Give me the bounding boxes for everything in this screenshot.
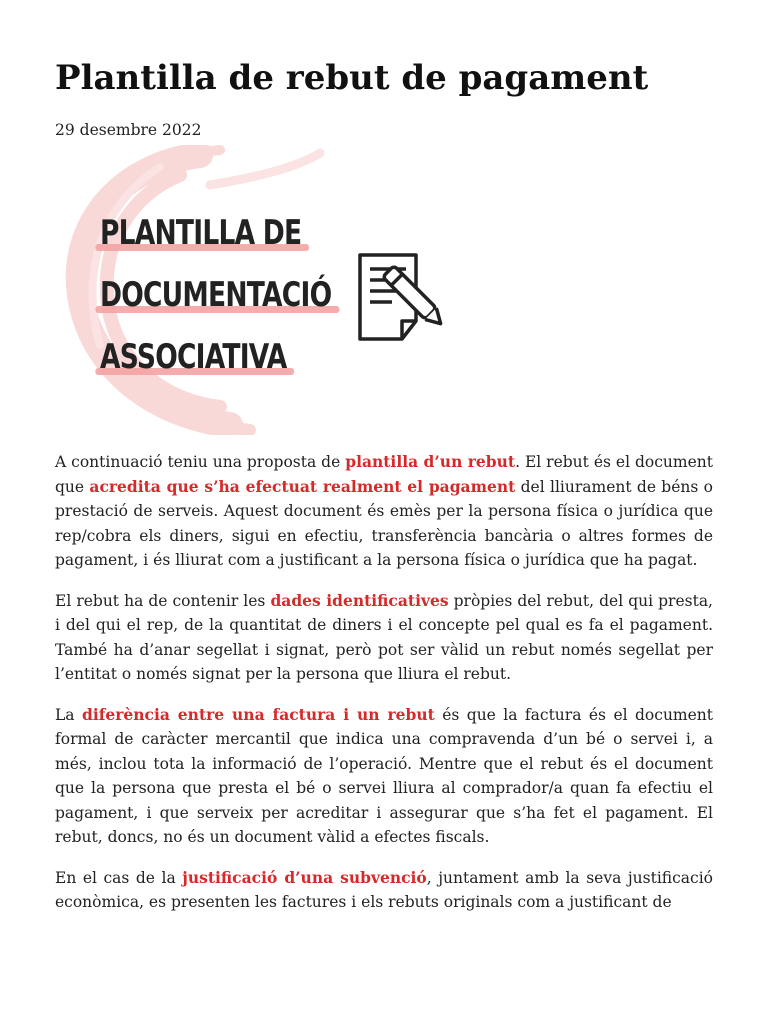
featured-banner: [60, 145, 480, 435]
banner-line-1: PLANTILLA DE: [100, 213, 301, 253]
page-title: Plantilla de rebut de pagament: [55, 58, 649, 98]
text: pròpies del rebut, del qui presta, i del qui el rep, de la quantitat de diners i el concepte pel qual es fa el pagament. També ha d’anar segellat i signat, però pot ser vàlid un rebut només segellat per l’entitat o només signat per la persona que lliura el rebut.: [55, 591, 713, 683]
link-dades-identificatives[interactable]: dades identificatives: [270, 590, 449, 610]
paragraph-1: [55, 450, 713, 573]
text: En el cas de la: [55, 868, 183, 887]
paragraph-4: [55, 866, 713, 915]
banner-line-2: DOCUMENTACIÓ: [100, 275, 331, 315]
text: del lliurament de béns o prestació de serveis. Aquest document és emès per la persona física o jurídica que rep/cobra els diners, sigui en efectiu, transferència bancària o altres formes de pagament, i és lliurat com a justificant a la persona física o jurídica que ha pagat.: [55, 477, 713, 569]
article-body: [55, 450, 713, 931]
document-pen-icon: [356, 251, 456, 347]
link-justificacio-subvencio[interactable]: justificació d’una subvenció: [182, 867, 427, 887]
paragraph-3: [55, 703, 713, 850]
post-date: 29 desembre 2022: [55, 121, 202, 139]
text: , juntament amb la seva justificació econòmica, es presenten les factures i els rebuts originals com a justificant de: [55, 868, 714, 911]
link-acredita-pagament[interactable]: acredita que s’ha efectuat realment el pagament: [89, 476, 516, 496]
text: El rebut ha de contenir les: [55, 591, 271, 610]
text: és que la factura és el document formal de caràcter mercantil que indica una compravenda d’un bé o servei i, a més, inclou tota la informació de l’operació. Mentre que el rebut és el document que la persona que presta el bé o servei lliura al comprador/a quan fa efectiu el pagament, i que serveix per acreditar i assegurar que s’ha fet el pagament. El rebut, doncs, no és un document vàlid a efectes fiscals.: [55, 705, 714, 846]
banner-line-3: ASSOCIATIVA: [100, 337, 287, 377]
text: La: [55, 705, 82, 724]
paragraph-2: [55, 589, 713, 687]
text: . El rebut és el document que: [55, 453, 713, 496]
link-plantilla-rebut[interactable]: plantilla d’un rebut: [345, 452, 516, 471]
link-diferencia-factura-rebut[interactable]: diferència entre una factura i un rebut: [81, 704, 435, 724]
text: A continuació teniu una proposta de: [55, 453, 346, 471]
